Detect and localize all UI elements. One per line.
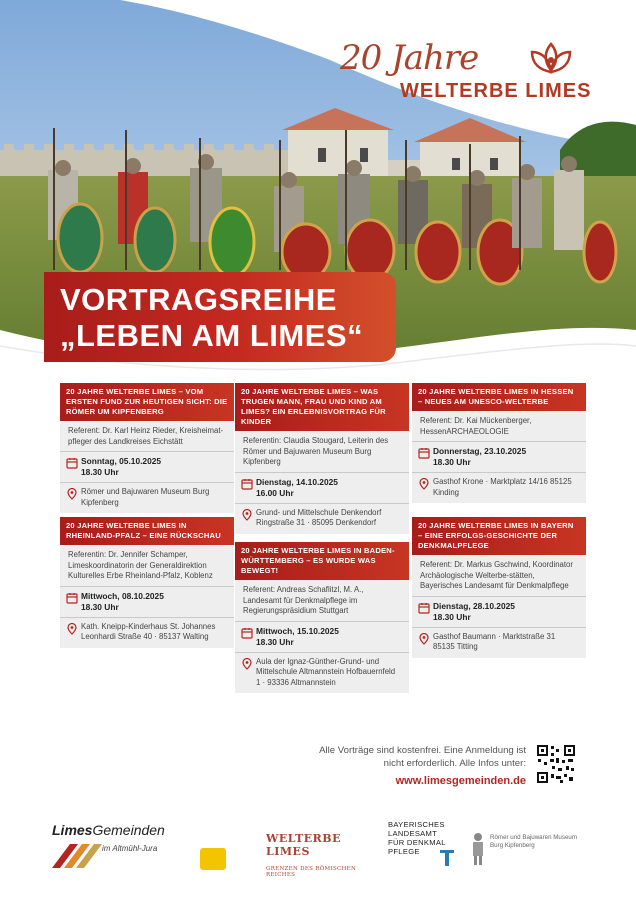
- event-title: 20 JAHRE WELTERBE LIMES IN BADEN-WÜRTTEMBERG – ES WURDE WAS BEWEGT!: [235, 542, 409, 580]
- event-venue: Aula der Ignaz-Günther-Grund- und Mittelschule Altmannstein Hofbauernfeld 1 · 93336 Altmannstein: [256, 656, 396, 687]
- event-date-row: [60, 452, 234, 483]
- event-date: Dienstag, 28.10.2025: [433, 600, 515, 611]
- event-venue: Kath. Kneipp-Kinderhaus St. Johannes Leonhardi Straße 40 · 85137 Walting: [81, 621, 216, 641]
- calendar-icon: [418, 447, 430, 459]
- event-title: 20 JAHRE WELTERBE LIMES IN HESSEN – NEUES AM UNESCO-WELTERBE: [412, 383, 586, 411]
- logo-limes-c: im Altmühl-Jura: [102, 844, 158, 853]
- logo-bayern-3: FÜR DENKMAL: [388, 838, 446, 847]
- event-venue: Grund- und Mittelschule Denkendorf Ringstraße 31 · 85095 Denkendorf: [256, 507, 382, 527]
- event-venue-row: [235, 504, 409, 534]
- event-time: 16.00 Uhr: [256, 487, 294, 498]
- jubilee-logo: [340, 38, 600, 118]
- event-title: 20 JAHRE WELTERBE LIMES IN BAYERN – EINE ERFOLGS-GESCHICHTE DER DENKMALPFLEGE: [412, 517, 586, 555]
- location-pin-icon: [241, 658, 253, 670]
- event-speaker: Referent: Dr. Karl Heinz Rieder, Kreisheimat-pfleger des Landkreises Eichstätt: [60, 421, 234, 452]
- event-speaker: Referent: Dr. Markus Gschwind, Koordinator Archäologische Welterbe-stätten, Bayerisches Landesamt für Denkmalpflege: [412, 555, 586, 597]
- event-card: [412, 383, 586, 503]
- title-line-2: „LEBEN AM LIMES“: [60, 318, 364, 353]
- info-line-1: Alle Vorträge sind kostenfrei. Eine Anmeldung ist: [319, 745, 526, 756]
- event-time: 18.30 Uhr: [81, 601, 119, 612]
- partner-logos: [0, 810, 636, 900]
- lotus-logo-icon: [526, 38, 576, 78]
- event-venue: Gasthof Krone · Marktplatz 14/16 85125 Kinding: [433, 477, 572, 497]
- event-date: Sonntag, 05.10.2025: [81, 456, 162, 466]
- logo-museum-1: Römer und Bajuwaren Museum: [490, 834, 578, 841]
- event-time: 18.30 Uhr: [81, 467, 119, 477]
- logo-bayern-1: BAYERISCHES: [388, 820, 445, 829]
- calendar-icon: [66, 592, 78, 604]
- jubilee-brand: WELTERBE LIMES: [400, 80, 592, 102]
- event-title: 20 JAHRE WELTERBE LIMES – VOM ERSTEN FUND ZUR HEUTIGEN SICHT: DIE RÖMER UM KIPFENBERG: [60, 383, 234, 421]
- event-speaker: Referent: Andreas Schaflitzl, M. A., Landesamt für Denkmalpflege im Regierungspräsidium Stuttgart: [235, 580, 409, 622]
- event-venue: Römer und Bajuwaren Museum Burg Kipfenberg: [81, 487, 210, 507]
- logo-bayern-4: PFLEGE: [388, 847, 420, 856]
- location-pin-icon: [241, 509, 253, 521]
- info-block: [319, 744, 526, 788]
- event-time: 18.30 Uhr: [433, 611, 471, 622]
- event-card: [235, 383, 409, 534]
- event-date: Donnerstag, 23.10.2025: [433, 446, 527, 456]
- event-card: [60, 383, 234, 513]
- calendar-icon: [241, 478, 253, 490]
- event-venue-row: [412, 628, 586, 658]
- landesamt-logo: [388, 820, 468, 876]
- limesgemeinden-logo: [52, 822, 202, 874]
- info-line-2: nicht erforderlich. Alle Infos unter:: [383, 758, 526, 769]
- landesamt-mark-icon: [440, 850, 454, 866]
- event-venue-row: [60, 618, 234, 648]
- event-venue-row: [60, 483, 234, 513]
- event-card: [412, 517, 586, 658]
- event-date-row: [235, 473, 409, 504]
- location-pin-icon: [418, 478, 430, 490]
- logo-limes-a: Limes: [52, 822, 93, 838]
- event-date: Mittwoch, 08.10.2025: [81, 590, 164, 601]
- calendar-icon: [241, 627, 253, 639]
- event-speaker: Referentin: Claudia Stougard, Leiterin des Römer und Bajuwaren Museum Burg Kipfenberg: [235, 431, 409, 473]
- naturpark-badge-icon: [200, 848, 226, 870]
- logo-limes-b: Gemeinden: [92, 822, 165, 838]
- event-date-row: [412, 442, 586, 473]
- event-title: 20 JAHRE WELTERBE LIMES IN RHEINLAND-PFALZ – EINE RÜCKSCHAU: [60, 517, 234, 545]
- event-time: 18.30 Uhr: [256, 636, 294, 647]
- knight-figure-icon: [470, 832, 486, 866]
- qr-code-icon[interactable]: [536, 744, 576, 784]
- location-pin-icon: [66, 488, 78, 500]
- jubilee-script: 20 Jahre: [340, 38, 479, 78]
- event-venue-row: [235, 653, 409, 694]
- event-speaker: Referent: Dr. Kai Mückenberger, HessenARCHAEOLOGIE: [412, 411, 586, 442]
- museum-logo: [470, 832, 590, 872]
- event-card: [235, 542, 409, 693]
- event-title: 20 JAHRE WELTERBE LIMES – WAS TRUGEN MANN, FRAU UND KIND AM LIMES? EIN ERLEBNISVORTRAG FÜR KINDER: [235, 383, 409, 431]
- calendar-icon: [418, 602, 430, 614]
- event-date-row: [235, 622, 409, 653]
- logo-welterbe: WELTERBE LIMES: [266, 832, 341, 858]
- title-line-1: VORTRAGSREIHE: [60, 282, 337, 317]
- location-pin-icon: [66, 623, 78, 635]
- location-pin-icon: [418, 633, 430, 645]
- logo-bayern-2: LANDESAMT: [388, 829, 438, 838]
- event-date: Dienstag, 14.10.2025: [256, 476, 338, 487]
- hero-image: [0, 0, 636, 380]
- website-link[interactable]: www.limesgemeinden.de: [395, 775, 526, 787]
- welterbe-limes-logo: [266, 832, 376, 878]
- event-date-row: [60, 587, 234, 618]
- logo-museum-2: Burg Kipfenberg: [490, 842, 535, 849]
- event-time: 18.30 Uhr: [433, 457, 471, 467]
- event-card: [60, 517, 234, 648]
- calendar-icon: [66, 457, 78, 469]
- event-speaker: Referentin: Dr. Jennifer Schamper, Limeskoordinatorin der Generaldirektion Kulturelles Erbe Rheinland-Pfalz, Koblenz: [60, 545, 234, 587]
- event-date-row: [412, 597, 586, 628]
- logo-welterbe-sub: GRENZEN DES RÖMISCHEN REICHES: [266, 866, 357, 878]
- event-date: Mittwoch, 15.10.2025: [256, 625, 339, 636]
- event-venue-row: [412, 473, 586, 503]
- event-venue: Gasthof Baumann · Marktstraße 31 85135 Titting: [433, 631, 556, 651]
- title-banner: [44, 272, 396, 362]
